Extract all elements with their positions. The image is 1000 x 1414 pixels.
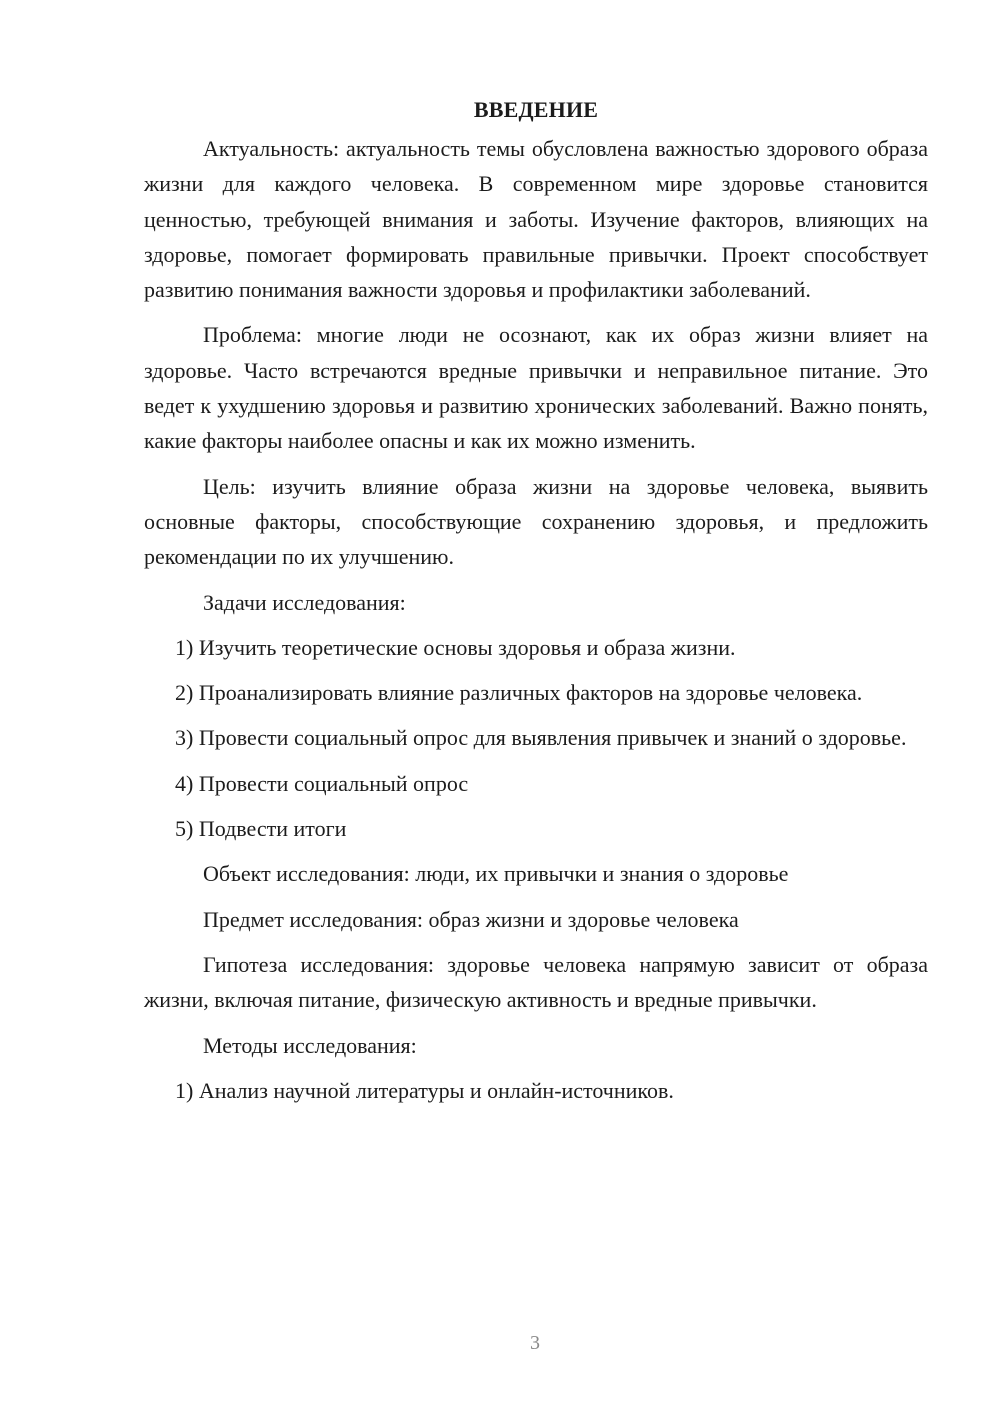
- problem-paragraph: Проблема: многие люди не осознают, как их образ жизни влияет на здоровье. Часто встречаются вредные привычки и неправильное питание. Это ведет к ухудшению здоровья и развитию хронических заболеваний. Важно понять, какие факторы наиболее опасны и как их можно изменить.: [144, 322, 928, 454]
- relevance-paragraph: Актуальность: актуальность темы обусловлена важностью здорового образа жизни для каждого человека. В современном мире здоровье становится ценностью, требующей внимания и заботы. Изучение факторов, влияющих на здоровье, помогает формировать правильные привычки. Проект способствует развитию понимания важности здоровья и профилактики заболеваний.: [144, 136, 928, 303]
- task-item-5: 5) Подвести итоги: [175, 816, 347, 842]
- task-item-4: 4) Провести социальный опрос: [175, 770, 469, 796]
- research-subject: Предмет исследования: образ жизни и здоровье человека: [203, 906, 739, 932]
- methods-heading: Методы исследования:: [203, 1032, 417, 1058]
- page-number: 3: [530, 1332, 540, 1354]
- task-item-1: 1) Изучить теоретические основы здоровья и образа жизни.: [175, 634, 736, 660]
- page-title: ВВЕДЕНИЕ: [473, 97, 599, 122]
- task-item-2: 2) Проанализировать влияние различных факторов на здоровье человека.: [175, 680, 863, 706]
- research-object: Объект исследования: люди, их привычки и знания о здоровье: [203, 861, 789, 887]
- tasks-heading: Задачи исследования:: [203, 589, 406, 615]
- goal-paragraph: Цель: изучить влияние образа жизни на здоровье человека, выявить основные факторы, способствующие сохранению здоровья, и предложить рекомендации по их улучшению.: [144, 473, 928, 570]
- method-item-1: 1) Анализ научной литературы и онлайн-источников.: [175, 1077, 674, 1103]
- document-page: [144, 92, 928, 1118]
- task-item-3: 3) Провести социальный опрос для выявления привычек и знаний о здоровье.: [175, 725, 907, 751]
- hypothesis-paragraph: Гипотеза исследования: здоровье человека напрямую зависит от образа жизни, включая питание, физическую активность и вредные привычки.: [144, 951, 928, 1013]
